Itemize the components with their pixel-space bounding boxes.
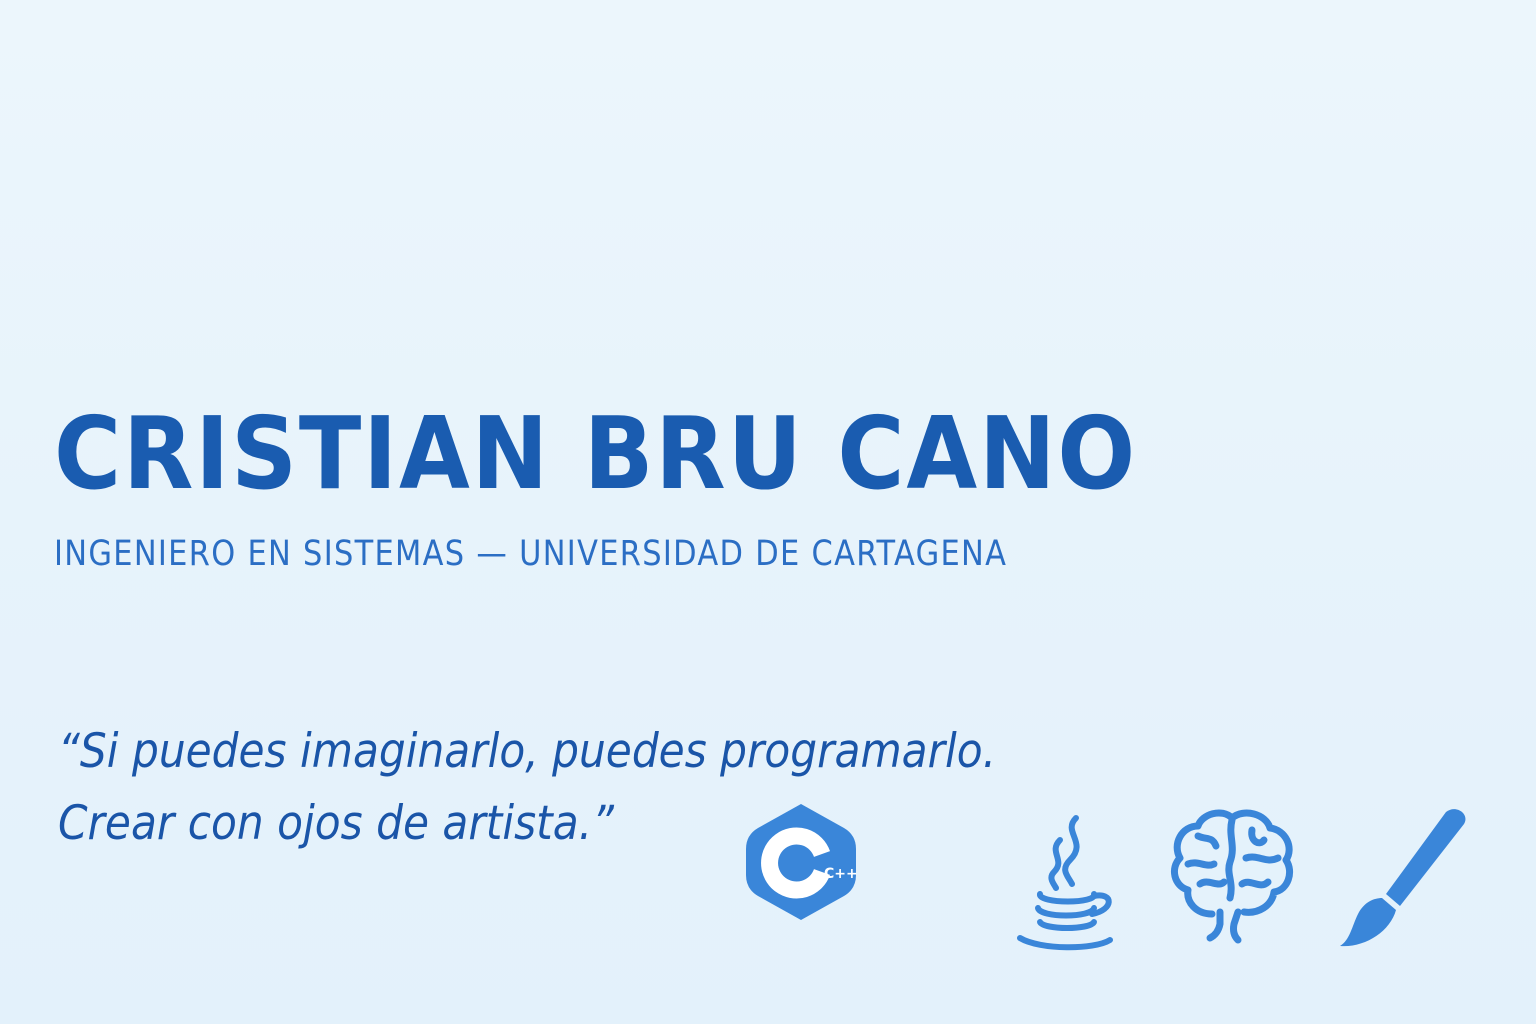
brain-icon (1166, 806, 1296, 946)
cpp-logo-icon (738, 802, 864, 922)
full-name-title: CRISTIAN BRU CANO (54, 395, 1138, 512)
quote-line-1: “Si puedes imaginarlo, puedes programarlo. (58, 724, 997, 779)
cpp-label: C++ (824, 866, 858, 882)
quote-line-2: Crear con ojos de artista.” (58, 796, 614, 851)
paintbrush-icon (1334, 802, 1474, 952)
profession-subtitle: INGENIERO EN SISTEMAS — UNIVERSIDAD DE CARTAGENA (54, 534, 1008, 574)
java-coffee-icon (1010, 814, 1120, 960)
